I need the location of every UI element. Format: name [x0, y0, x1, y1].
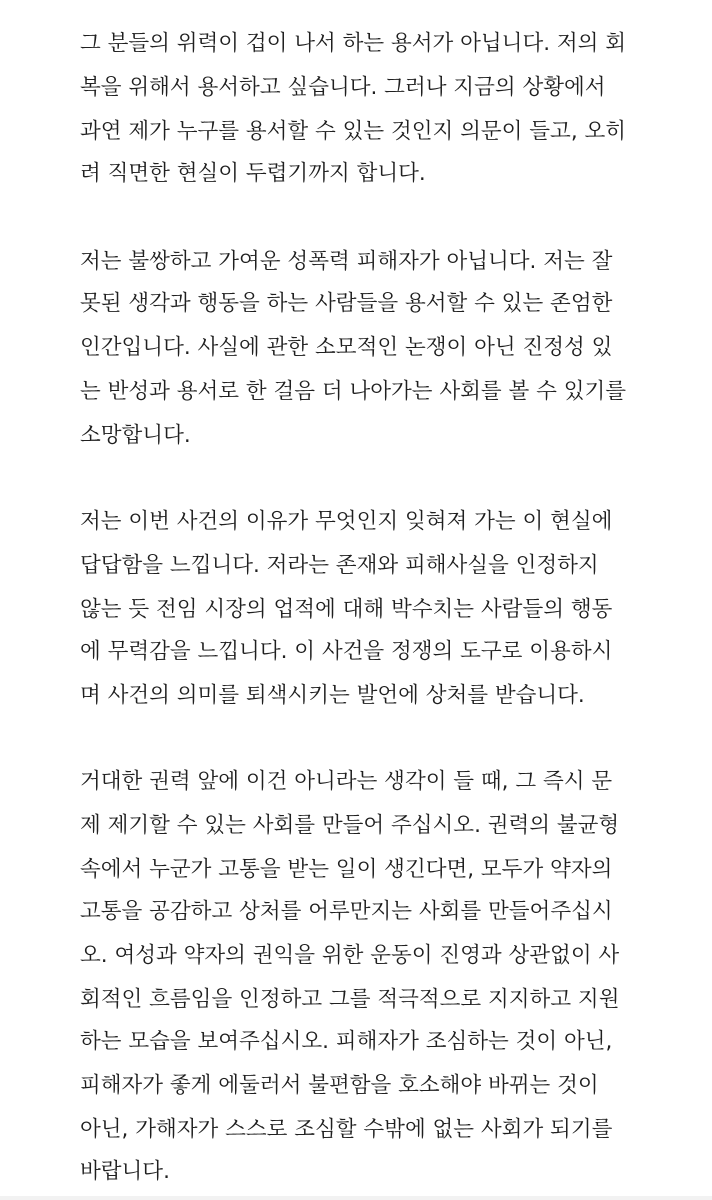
paragraph-3-line-4: 에 무력감을 느낍니다. 이 사건을 정쟁의 도구로 이용하시: [80, 639, 613, 664]
paragraph-2-line-3: 인간입니다. 사실에 관한 소모적인 논쟁이 아닌 진정성 있: [80, 335, 613, 360]
paragraph-4-line-3: 속에서 누군가 고통을 받는 일이 생긴다면, 모두가 약자의: [80, 857, 613, 882]
paragraph-4-line-2: 제 제기할 수 있는 사회를 만들어 주십시오. 권력의 불균형: [80, 813, 620, 838]
paragraph-3-line-3: 않는 듯 전임 시장의 업적에 대해 박수치는 사람들의 행동: [80, 597, 613, 622]
paragraph-4-line-4: 고통을 공감하고 상처를 어루만지는 사회를 만들어주십시: [80, 899, 613, 924]
bottom-divider: [0, 1196, 712, 1200]
paragraph-4-line-7: 하는 모습을 보여주십시오. 피해자가 조심하는 것이 아닌,: [80, 1029, 613, 1054]
paragraph-1-line-2: 복을 위해서 용서하고 싶습니다. 그러나 지금의 상황에서: [80, 75, 606, 100]
paragraph-2-line-5: 소망합니다.: [80, 423, 191, 448]
paragraph-4-line-5: 오. 여성과 약자의 권익을 위한 운동이 진영과 상관없이 사: [80, 943, 620, 968]
paragraph-3-line-2: 답답함을 느낍니다. 저라는 존재와 피해사실을 인정하지: [80, 553, 599, 578]
paragraph-1-line-1: 그 분들의 위력이 겁이 나서 하는 용서가 아닙니다. 저의 회: [80, 31, 627, 56]
paragraph-1-line-4: 려 직면한 현실이 두렵기까지 합니다.: [80, 161, 426, 186]
paragraph-4-line-9: 아닌, 가해자가 스스로 조심할 수밖에 없는 사회가 되기를: [80, 1117, 613, 1142]
paragraph-4-line-10: 바랍니다.: [80, 1159, 170, 1184]
paragraph-2-line-4: 는 반성과 용서로 한 걸음 더 나아가는 사회를 볼 수 있기를: [80, 379, 627, 404]
paragraph-3-line-5: 며 사건의 의미를 퇴색시키는 발언에 상처를 받습니다.: [80, 683, 585, 708]
paragraph-2-line-1: 저는 불쌍하고 가여운 성폭력 피해자가 아닙니다. 저는 잘: [80, 249, 613, 274]
paragraph-1-line-3: 과연 제가 누구를 용서할 수 있는 것인지 의문이 들고, 오히: [80, 119, 627, 144]
paragraph-4-line-1: 거대한 권력 앞에 이건 아니라는 생각이 들 때, 그 즉시 문: [80, 769, 613, 794]
paragraph-2-line-2: 못된 생각과 행동을 하는 사람들을 용서할 수 있는 존엄한: [80, 291, 613, 316]
paragraph-3-line-1: 저는 이번 사건의 이유가 무엇인지 잊혀져 가는 이 현실에: [80, 509, 613, 534]
paragraph-4-line-8: 피해자가 좋게 에둘러서 불편함을 호소해야 바뀌는 것이: [80, 1073, 599, 1098]
paragraph-4-line-6: 회적인 흐름임을 인정하고 그를 적극적으로 지지하고 지원: [80, 987, 620, 1012]
